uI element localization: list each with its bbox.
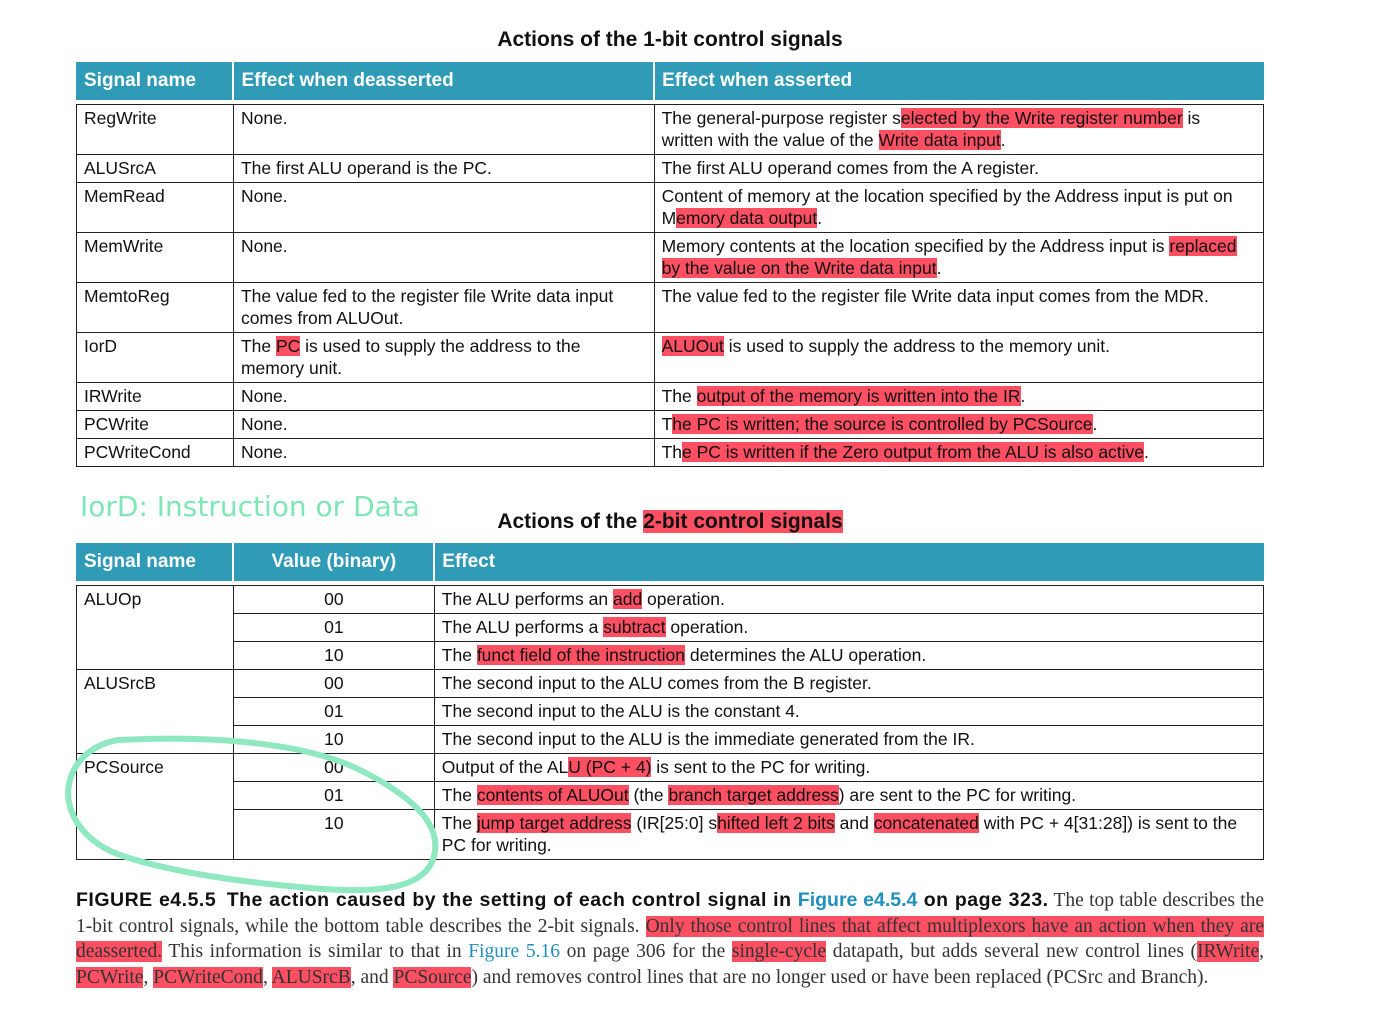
plain-text: is used to supply the address to the memory unit.	[723, 336, 1111, 356]
caption-sep: ,	[143, 966, 154, 988]
table-row	[77, 810, 1264, 860]
signal-name-cell: MemWrite	[77, 233, 234, 283]
caption-text-3: on page 306 for the	[559, 941, 732, 962]
signal-name-cell: PCWrite	[77, 411, 234, 439]
plain-text: Content of memory at the location specified by the Address input is put on M	[661, 186, 1233, 228]
table-row	[77, 105, 1264, 155]
caption-lead: The action caused by the setting of each control signal in	[226, 889, 798, 911]
plain-text: The	[240, 336, 276, 356]
caption-sep: ,	[262, 966, 272, 988]
asserted-cell	[654, 333, 1263, 383]
value-cell: 10	[233, 726, 434, 754]
plain-text: and	[834, 813, 874, 833]
caption-and: , and	[350, 966, 394, 988]
highlighted-text: branch target address	[668, 785, 839, 805]
plain-text: .	[1144, 442, 1149, 462]
plain-text: .	[1000, 130, 1006, 150]
asserted-cell	[654, 105, 1263, 155]
deasserted-cell: None.	[233, 105, 654, 155]
highlighted-text: ALUOut	[661, 336, 724, 356]
table-row	[77, 698, 1264, 726]
figure-link-516[interactable]: Figure 5.16	[468, 941, 560, 962]
plain-text: Memory contents at the location specified by the Address input is	[661, 236, 1170, 256]
table-row	[77, 183, 1264, 233]
plain-text: The	[441, 785, 477, 805]
signal-name-cell: ALUSrcB	[77, 670, 234, 754]
highlighted-text: contents of ALUOut	[476, 785, 629, 805]
table-row	[77, 782, 1264, 810]
plain-text: The	[661, 386, 697, 406]
caption-text-2: This information is similar to that in	[162, 941, 469, 962]
highlighted-text: emory data output	[676, 208, 818, 228]
highlighted-text: he PC is written; the source is controlled by PCSource	[672, 414, 1093, 434]
highlighted-text: U (PC + 4)	[568, 757, 652, 777]
caption-text-5: ) and removes control lines that are no longer used or have been replaced (PCSrc and Branch).	[471, 966, 1209, 988]
caption-highlight-1: Only those control lines that affect multiplexors have an action when they are deasserted.	[76, 915, 1264, 962]
deasserted-cell: The value fed to the register file Write data input comes from ALUOut.	[233, 283, 654, 333]
table-row	[77, 614, 1264, 642]
table2-title	[0, 510, 1340, 534]
signal-name-cell: IorD	[77, 333, 234, 383]
plain-text: operation.	[642, 589, 725, 609]
plain-text: The	[441, 645, 477, 665]
highlighted-text: subtract	[603, 617, 666, 637]
handwritten-note: IorD: Instruction or Data	[80, 490, 420, 523]
table2-title-highlight: 2-bit control signals	[643, 510, 843, 533]
plain-text: ) are sent to the PC for writing.	[838, 785, 1077, 805]
table-row	[77, 439, 1264, 467]
effect-cell	[434, 670, 1263, 698]
asserted-cell	[654, 183, 1263, 233]
plain-text: is written with the value of the	[661, 108, 1201, 150]
table-row	[77, 754, 1264, 782]
signal-name-cell: MemtoReg	[77, 283, 234, 333]
table-row	[77, 333, 1264, 383]
highlighted-text: hifted left 2 bits	[717, 813, 835, 833]
figure-link-e454[interactable]: Figure e4.5.4	[797, 889, 918, 911]
deasserted-cell	[233, 333, 654, 383]
value-cell: 00	[233, 586, 434, 614]
highlighted-text: output of the memory is written into the IR	[696, 386, 1021, 406]
value-cell: 10	[233, 810, 434, 860]
deasserted-cell: The first ALU operand is the PC.	[233, 155, 654, 183]
table-row	[77, 726, 1264, 754]
table-row	[77, 383, 1264, 411]
deasserted-cell: None.	[233, 439, 654, 467]
plain-text: Th	[661, 442, 683, 462]
plain-text: is sent to the PC for writing.	[651, 757, 871, 777]
signal-name-cell: PCWriteCond	[77, 439, 234, 467]
signal-name-cell: MemRead	[77, 183, 234, 233]
figure-label: FIGURE e4.5.5	[76, 889, 217, 911]
caption-text-4: datapath, but adds several new control lines (	[826, 941, 1198, 962]
deasserted-cell: None.	[233, 411, 654, 439]
caption-page: on page 323.	[917, 889, 1049, 911]
highlighted-text: concatenated	[873, 813, 979, 833]
caption-highlight-7: PCSource	[393, 966, 472, 988]
header-deasserted: Effect when deasserted	[233, 63, 654, 100]
plain-text: Output of the AL	[441, 757, 569, 777]
caption-highlight-6: ALUSrcB	[271, 966, 351, 988]
deasserted-cell: None.	[233, 183, 654, 233]
figure-caption	[76, 888, 1264, 990]
plain-text: The second input to the ALU is the constant 4.	[441, 701, 800, 721]
highlighted-text: e PC is written if the Zero output from the ALU is also active	[682, 442, 1145, 462]
value-cell: 01	[233, 782, 434, 810]
highlighted-text: PC	[275, 336, 301, 356]
asserted-cell	[654, 383, 1263, 411]
table-row	[77, 155, 1264, 183]
plain-text: The ALU performs a	[441, 617, 604, 637]
table1-title: Actions of the 1-bit control signals	[497, 28, 843, 51]
table-row	[77, 233, 1264, 283]
plain-text: determines the ALU operation.	[684, 645, 927, 665]
caption-highlight-2: single-cycle	[731, 941, 827, 962]
plain-text: The ALU performs an	[441, 589, 613, 609]
table-row	[77, 642, 1264, 670]
value-cell: 00	[233, 754, 434, 782]
plain-text: .	[936, 258, 942, 278]
plain-text: The	[441, 813, 477, 833]
signal-name-cell: ALUOp	[77, 586, 234, 670]
signal-name-cell: IRWrite	[77, 383, 234, 411]
table-row	[77, 411, 1264, 439]
value-cell: 01	[233, 698, 434, 726]
plain-text: (IR[25:0] s	[631, 813, 718, 833]
highlighted-text: elected by the Write register number	[900, 108, 1183, 128]
deasserted-cell: None.	[233, 383, 654, 411]
highlighted-text: replaced by the value on the Write data input	[661, 236, 1237, 278]
plain-text: .	[817, 208, 823, 228]
plain-text: The second input to the ALU is the immediate generated from the IR.	[441, 729, 975, 749]
header-effect: Effect	[434, 544, 1263, 581]
effect-cell	[434, 642, 1263, 670]
asserted-cell	[654, 439, 1263, 467]
header-signal-name: Signal name	[77, 544, 234, 581]
table2-title-prefix: Actions of the	[497, 510, 644, 533]
highlighted-text: jump target address	[476, 813, 632, 833]
plain-text: is used to supply the address to the memory unit.	[240, 336, 581, 378]
header-asserted: Effect when asserted	[654, 63, 1263, 100]
caption-text-1: The top table describes the 1-bit control signals, while the bottom table describes the 2-bit signals.	[76, 890, 1265, 937]
caption-sep: ,	[1259, 941, 1264, 962]
one-bit-signals-table	[76, 62, 1264, 467]
value-cell: 00	[233, 670, 434, 698]
table-row	[77, 586, 1264, 614]
plain-text: The general-purpose register s	[661, 108, 901, 128]
plain-text: .	[1092, 414, 1098, 434]
asserted-cell: The value fed to the register file Write data input comes from the MDR.	[654, 283, 1263, 333]
asserted-cell	[654, 411, 1263, 439]
plain-text: .	[1020, 386, 1026, 406]
highlighted-text: funct field of the instruction	[476, 645, 685, 665]
effect-cell	[434, 726, 1263, 754]
value-cell: 10	[233, 642, 434, 670]
plain-text: operation.	[665, 617, 749, 637]
caption-highlight-4: PCWrite	[76, 966, 144, 988]
effect-cell	[434, 586, 1263, 614]
signal-name-cell: ALUSrcA	[77, 155, 234, 183]
effect-cell	[434, 810, 1263, 860]
plain-text: (the	[628, 785, 669, 805]
header-value: Value (binary)	[233, 544, 434, 581]
highlighted-text: Write data input	[878, 130, 1001, 150]
header-signal-name: Signal name	[77, 63, 234, 100]
effect-cell	[434, 698, 1263, 726]
plain-text: The second input to the ALU comes from the B register.	[441, 673, 872, 693]
signal-name-cell: PCSource	[77, 754, 234, 860]
caption-highlight-3: IRWrite	[1197, 941, 1260, 962]
signal-name-cell: RegWrite	[77, 105, 234, 155]
effect-cell	[434, 754, 1263, 782]
effect-cell	[434, 614, 1263, 642]
value-cell: 01	[233, 614, 434, 642]
asserted-cell	[654, 233, 1263, 283]
table-row	[77, 283, 1264, 333]
plain-text: T	[661, 414, 673, 434]
asserted-cell: The first ALU operand comes from the A register.	[654, 155, 1263, 183]
table-row	[77, 670, 1264, 698]
caption-highlight-5: PCWriteCond	[153, 966, 263, 988]
two-bit-signals-table	[76, 543, 1264, 860]
plain-text: with PC + 4[31:28]) is sent to the PC for writing.	[441, 813, 1238, 855]
deasserted-cell: None.	[233, 233, 654, 283]
highlighted-text: add	[612, 589, 643, 609]
effect-cell	[434, 782, 1263, 810]
